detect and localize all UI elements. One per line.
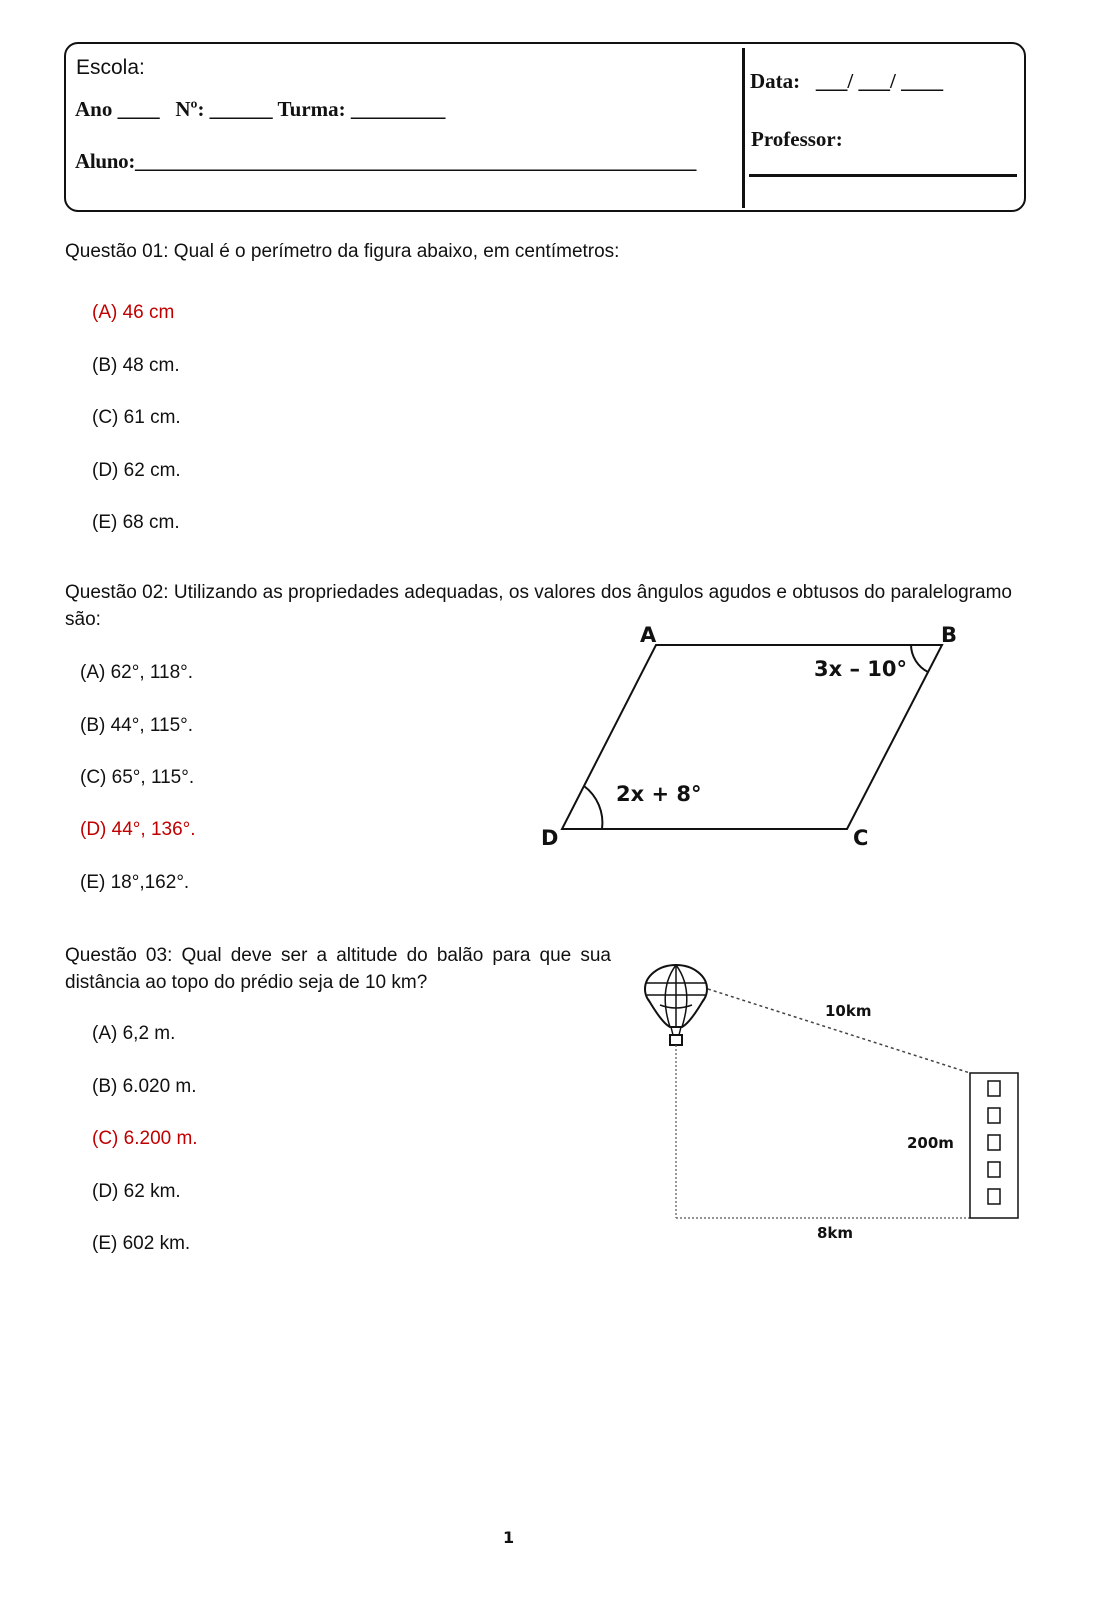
q2-option-a: (A) 62°, 118°. xyxy=(80,662,194,683)
building-200m-label: 200m xyxy=(907,1134,954,1152)
q3-option-b: (B) 6.020 m. xyxy=(92,1076,197,1097)
ground-8km-label: 8km xyxy=(817,1224,854,1242)
question-03-text: Questão 03: Qual deve ser a altitude do balão para que sua distância ao topo do prédio seja de 10 km? xyxy=(65,945,611,993)
q1-option-b: (B) 48 cm. xyxy=(92,355,180,376)
q3-option-d: (D) 62 km. xyxy=(92,1181,181,1202)
q2-option-b: (B) 44°, 115°. xyxy=(80,715,194,736)
question-02-text: Questão 02: Utilizando as propriedades adequadas, os valores dos ângulos agudos e obtusos do paralelogramo são: xyxy=(65,582,1012,630)
hot-air-balloon-icon xyxy=(645,965,707,1045)
balloon-building-figure xyxy=(630,955,1030,1255)
vertex-a-label: A xyxy=(640,623,657,647)
escola-label: Escola: xyxy=(76,56,145,79)
page-number: 1 xyxy=(503,1528,515,1547)
building-icon xyxy=(970,1073,1018,1218)
q1-option-e: (E) 68 cm. xyxy=(92,512,180,533)
q3-option-e: (E) 602 km. xyxy=(92,1233,191,1254)
question-01-text: Questão 01: Qual é o perímetro da figura abaixo, em centímetros: xyxy=(65,241,620,262)
q3-option-a: (A) 6,2 m. xyxy=(92,1023,176,1044)
vertex-c-label: C xyxy=(853,826,869,850)
header-box xyxy=(64,42,1026,212)
q2-option-d: (D) 44°, 136°. xyxy=(80,819,196,840)
parallelogram-figure xyxy=(530,615,980,855)
vertex-b-label: B xyxy=(941,623,958,647)
q1-option-d: (D) 62 cm. xyxy=(92,460,181,481)
distance-10km-label: 10km xyxy=(825,1002,872,1020)
q3-option-c: (C) 6.200 m. xyxy=(92,1128,198,1149)
angle-d-arc xyxy=(584,786,602,829)
header-divider xyxy=(742,48,745,208)
angle-d-label: 2x + 8° xyxy=(616,782,702,806)
q1-option-a: (A) 46 cm xyxy=(92,302,175,323)
ano-numero-turma-line: Ano ____ Nº: ______ Turma: _________ xyxy=(75,97,446,121)
aluno-line: Aluno:_______________________________________________________ xyxy=(75,149,697,173)
angle-b-label: 3x – 10° xyxy=(814,657,908,681)
professor-line xyxy=(749,174,1017,177)
q2-option-c: (C) 65°, 115°. xyxy=(80,767,195,788)
q2-option-e: (E) 18°,162°. xyxy=(80,872,190,893)
data-line: Data: ___/ ___/ ____ xyxy=(750,69,944,93)
vertex-d-label: D xyxy=(541,826,559,850)
q1-option-c: (C) 61 cm. xyxy=(92,407,181,428)
angle-b-arc xyxy=(911,645,928,672)
professor-label: Professor: xyxy=(751,127,843,151)
